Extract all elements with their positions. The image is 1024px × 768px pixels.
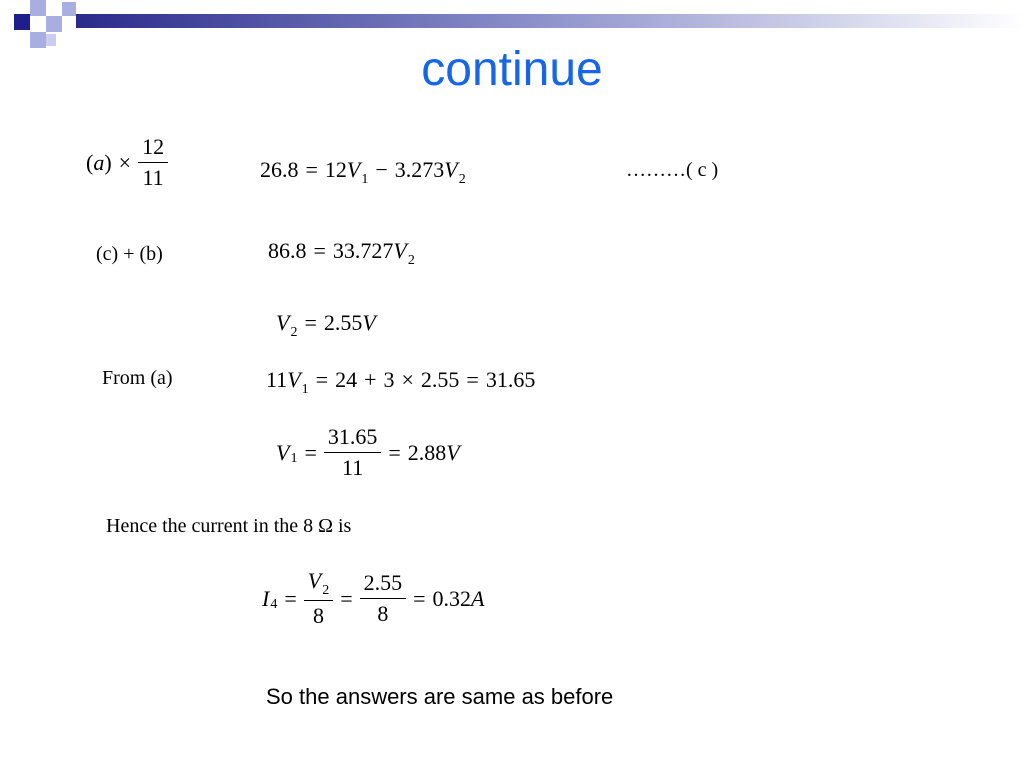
from-a-label: From (a): [102, 367, 173, 389]
minus-sign: −: [375, 157, 388, 182]
var: V: [276, 439, 290, 465]
value: 2.55: [323, 310, 363, 335]
fraction-numerator: [304, 566, 333, 600]
paren-open: (: [86, 149, 94, 175]
result-v1: [276, 422, 460, 483]
coef: 12: [324, 157, 347, 182]
fraction-2.55-8: [360, 568, 407, 629]
subscript: 1: [301, 382, 309, 397]
subscript: 2: [407, 253, 415, 268]
var: V: [444, 157, 458, 182]
var: I: [262, 585, 270, 611]
fraction-v2-8: [304, 566, 333, 631]
deco-square-dark: [14, 14, 30, 30]
eq-sign: =: [413, 585, 426, 611]
coef: 3.273: [394, 157, 445, 182]
eq-sign: =: [304, 310, 317, 335]
conclusion-text: So the answers are same as before: [266, 684, 614, 709]
result-v2: [276, 310, 376, 340]
fraction-denominator: 8: [312, 603, 324, 628]
fraction-numerator: 12: [142, 134, 165, 159]
var: V: [393, 238, 407, 263]
times-sign: ×: [401, 367, 414, 392]
equation-tag: ………( c ): [626, 159, 719, 181]
term: 3: [383, 367, 395, 392]
unit: A: [471, 585, 485, 611]
unit: V: [446, 439, 460, 465]
eq-sign: =: [388, 439, 401, 465]
value: 2.88: [407, 439, 447, 465]
deco-rule: [76, 14, 1024, 28]
fraction-denominator: 8: [377, 601, 389, 626]
eq-sign: =: [304, 439, 317, 465]
term: 2.55: [420, 367, 460, 392]
var: V: [307, 568, 322, 593]
coef: 33.727: [332, 238, 394, 263]
var: V: [287, 367, 301, 392]
equation-from-a: [266, 367, 535, 397]
subscript: 2: [322, 583, 330, 598]
label-var: a: [93, 149, 105, 175]
eq-sign: =: [284, 585, 297, 611]
fraction-12-11: [138, 132, 168, 193]
fraction-31.65-11: [324, 422, 382, 483]
term: 24: [335, 367, 358, 392]
unit: V: [362, 310, 376, 335]
fraction-numerator: 31.65: [327, 424, 378, 449]
plus-sign: +: [364, 367, 377, 392]
eq-sign: =: [315, 367, 329, 392]
fraction-numerator: 2.55: [363, 570, 403, 595]
fraction-denominator: 11: [142, 165, 164, 190]
equation-cb: [268, 238, 415, 268]
eq-sign: =: [466, 367, 479, 392]
paren-close: ): [104, 149, 112, 175]
eq-lhs: 26.8: [260, 157, 299, 182]
subscript: 2: [290, 325, 298, 340]
deco-square-light: [62, 2, 76, 16]
eq-sign: =: [340, 585, 353, 611]
deco-square-light: [46, 16, 62, 32]
equation-c: [260, 157, 466, 187]
deco-square-light: [30, 0, 46, 16]
equation-current: [262, 566, 485, 631]
subscript: 1: [290, 450, 298, 466]
value: 0.32: [432, 585, 472, 611]
subscript: 1: [361, 172, 369, 187]
eq-sign: =: [305, 157, 318, 182]
fraction-denominator: 11: [342, 455, 364, 480]
eq-sign: =: [313, 238, 326, 263]
var: V: [276, 310, 290, 335]
eq-lhs: 86.8: [268, 238, 307, 263]
times-sign: ×: [118, 149, 132, 175]
var: V: [346, 157, 361, 182]
subscript: 2: [458, 172, 466, 187]
slide-title: continue: [421, 43, 603, 96]
coef: 11: [266, 367, 288, 392]
result: 31.65: [485, 367, 536, 392]
step-a-label: [86, 132, 168, 193]
step-cb-label: (c) + (b): [96, 243, 163, 265]
current-label: Hence the current in the 8 Ω is: [106, 515, 352, 537]
subscript: 4: [270, 596, 278, 612]
